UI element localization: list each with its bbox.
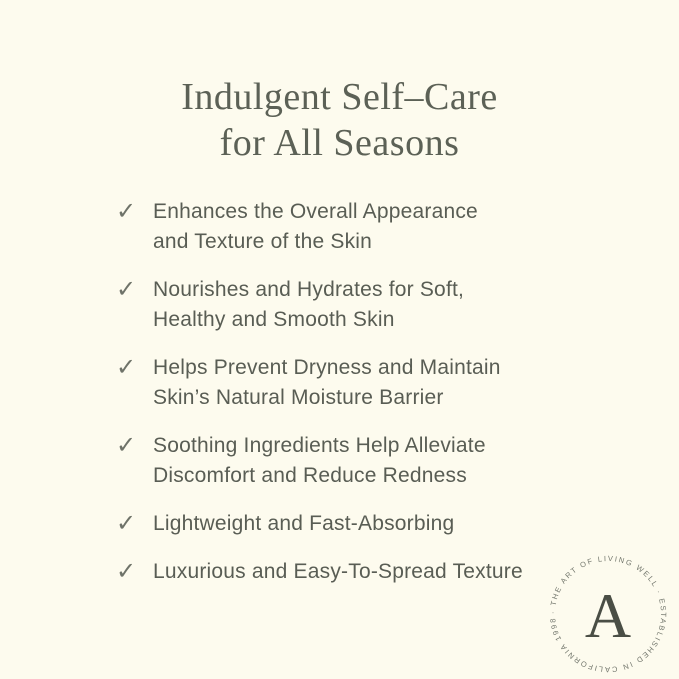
check-icon: ✓ xyxy=(116,432,137,459)
list-item xyxy=(116,431,556,491)
benefit-text xyxy=(153,275,464,335)
benefit-line: Nourishes and Hydrates for Soft, xyxy=(153,278,465,301)
benefit-line: Lightweight and Fast-Absorbing xyxy=(153,512,455,535)
benefit-line: Luxurious and Easy-To-Spread Texture xyxy=(153,560,523,583)
benefit-line: Enhances the Overall Appearance xyxy=(153,200,478,223)
check-icon: ✓ xyxy=(116,558,137,585)
check-icon: ✓ xyxy=(116,198,137,225)
benefit-line: Discomfort and Reduce Redness xyxy=(153,464,467,487)
check-icon: ✓ xyxy=(116,510,137,537)
benefit-text xyxy=(153,557,523,587)
benefit-text xyxy=(153,509,454,539)
badge-monogram-a: A xyxy=(584,580,632,651)
page-title-line1: Indulgent Self–Care xyxy=(181,76,498,118)
brand-badge xyxy=(538,544,678,679)
benefit-line: and Texture of the Skin xyxy=(153,230,373,253)
benefit-text xyxy=(153,431,486,491)
list-item xyxy=(116,275,556,335)
page-title xyxy=(0,74,679,166)
page-title-line2: for All Seasons xyxy=(219,122,460,164)
list-item xyxy=(116,353,556,413)
benefit-text xyxy=(153,353,501,413)
benefit-line: Skin’s Natural Moisture Barrier xyxy=(153,386,444,409)
check-icon: ✓ xyxy=(116,354,137,381)
list-item xyxy=(116,509,556,539)
benefit-line: Soothing Ingredients Help Alleviate xyxy=(153,434,486,457)
benefit-line: Helps Prevent Dryness and Maintain xyxy=(153,356,501,379)
benefits-list xyxy=(116,197,556,605)
benefit-line: Healthy and Smooth Skin xyxy=(153,308,395,331)
badge-circular-textpath: · THE ART OF LIVING WELL · ESTABLISHED IN CALIFORNIA 1998 xyxy=(547,553,669,675)
check-icon: ✓ xyxy=(116,276,137,303)
benefit-text xyxy=(153,197,478,257)
list-item xyxy=(116,197,556,257)
list-item xyxy=(116,557,556,587)
